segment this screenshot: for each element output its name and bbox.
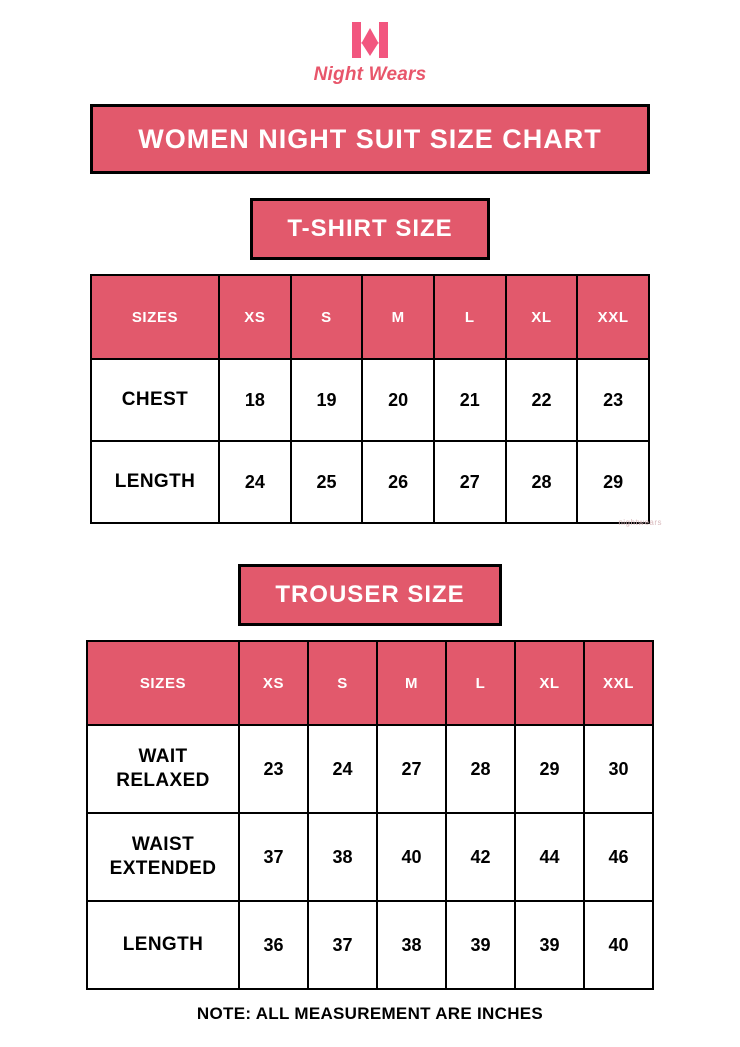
cell-waist-extended-m: 40	[377, 813, 446, 901]
brand-header	[314, 18, 427, 86]
row-label-length: LENGTH	[87, 901, 239, 989]
column-header-xs: XS	[219, 275, 291, 359]
cell-chest-s: 19	[291, 359, 363, 441]
cell-length-l: 27	[434, 441, 506, 523]
column-header-xl: XL	[506, 275, 578, 359]
column-header-m: M	[362, 275, 434, 359]
column-header-xs: XS	[239, 641, 308, 725]
cell-chest-xxl: 23	[577, 359, 649, 441]
cell-wait-relaxed-xs: 23	[239, 725, 308, 813]
cell-wait-relaxed-xl: 29	[515, 725, 584, 813]
cell-chest-xl: 22	[506, 359, 578, 441]
letter-n-logo-icon	[347, 18, 393, 60]
column-header-s: S	[308, 641, 377, 725]
cell-length-s: 25	[291, 441, 363, 523]
cell-trouser-length-xs: 36	[239, 901, 308, 989]
cell-trouser-length-xl: 39	[515, 901, 584, 989]
table-row	[87, 901, 653, 989]
cell-waist-extended-xs: 37	[239, 813, 308, 901]
cell-chest-xs: 18	[219, 359, 291, 441]
measurement-note: NOTE: ALL MEASUREMENT ARE INCHES	[196, 1004, 544, 1023]
column-header-xxl: XXL	[577, 275, 649, 359]
page-title: WOMEN NIGHT SUIT SIZE CHART	[90, 104, 650, 174]
tshirt-section-heading: T-SHIRT SIZE	[250, 198, 489, 260]
tshirt-size-table	[90, 274, 650, 524]
table-row	[87, 725, 653, 813]
table-header-row	[91, 275, 649, 359]
column-header-xxl: XXL	[584, 641, 653, 725]
cell-trouser-length-xxl: 40	[584, 901, 653, 989]
watermark: nightwears	[618, 518, 662, 527]
cell-trouser-length-s: 37	[308, 901, 377, 989]
brand-name: Night Wears	[313, 64, 427, 85]
row-label-wait-relaxed: WAIT RELAXED	[87, 725, 239, 813]
column-header-sizes: SIZES	[91, 275, 219, 359]
row-label-length: LENGTH	[91, 441, 219, 523]
trouser-size-table	[86, 640, 654, 990]
cell-chest-m: 20	[362, 359, 434, 441]
cell-wait-relaxed-s: 24	[308, 725, 377, 813]
cell-trouser-length-m: 38	[377, 901, 446, 989]
column-header-sizes: SIZES	[87, 641, 239, 725]
cell-length-xxl: 29	[577, 441, 649, 523]
cell-waist-extended-s: 38	[308, 813, 377, 901]
cell-wait-relaxed-l: 28	[446, 725, 515, 813]
table-row	[91, 441, 649, 523]
trouser-section-heading: TROUSER SIZE	[238, 564, 501, 626]
cell-waist-extended-xl: 44	[515, 813, 584, 901]
table-row	[87, 813, 653, 901]
cell-length-xl: 28	[506, 441, 578, 523]
column-header-l: L	[446, 641, 515, 725]
cell-waist-extended-xxl: 46	[584, 813, 653, 901]
row-label-chest: CHEST	[91, 359, 219, 441]
cell-wait-relaxed-xxl: 30	[584, 725, 653, 813]
table-row	[91, 359, 649, 441]
cell-trouser-length-l: 39	[446, 901, 515, 989]
column-header-s: S	[291, 275, 363, 359]
column-header-m: M	[377, 641, 446, 725]
cell-chest-l: 21	[434, 359, 506, 441]
cell-length-m: 26	[362, 441, 434, 523]
cell-wait-relaxed-m: 27	[377, 725, 446, 813]
row-label-waist-extended: WAIST EXTENDED	[87, 813, 239, 901]
column-header-l: L	[434, 275, 506, 359]
table-header-row	[87, 641, 653, 725]
column-header-xl: XL	[515, 641, 584, 725]
cell-waist-extended-l: 42	[446, 813, 515, 901]
cell-length-xs: 24	[219, 441, 291, 523]
